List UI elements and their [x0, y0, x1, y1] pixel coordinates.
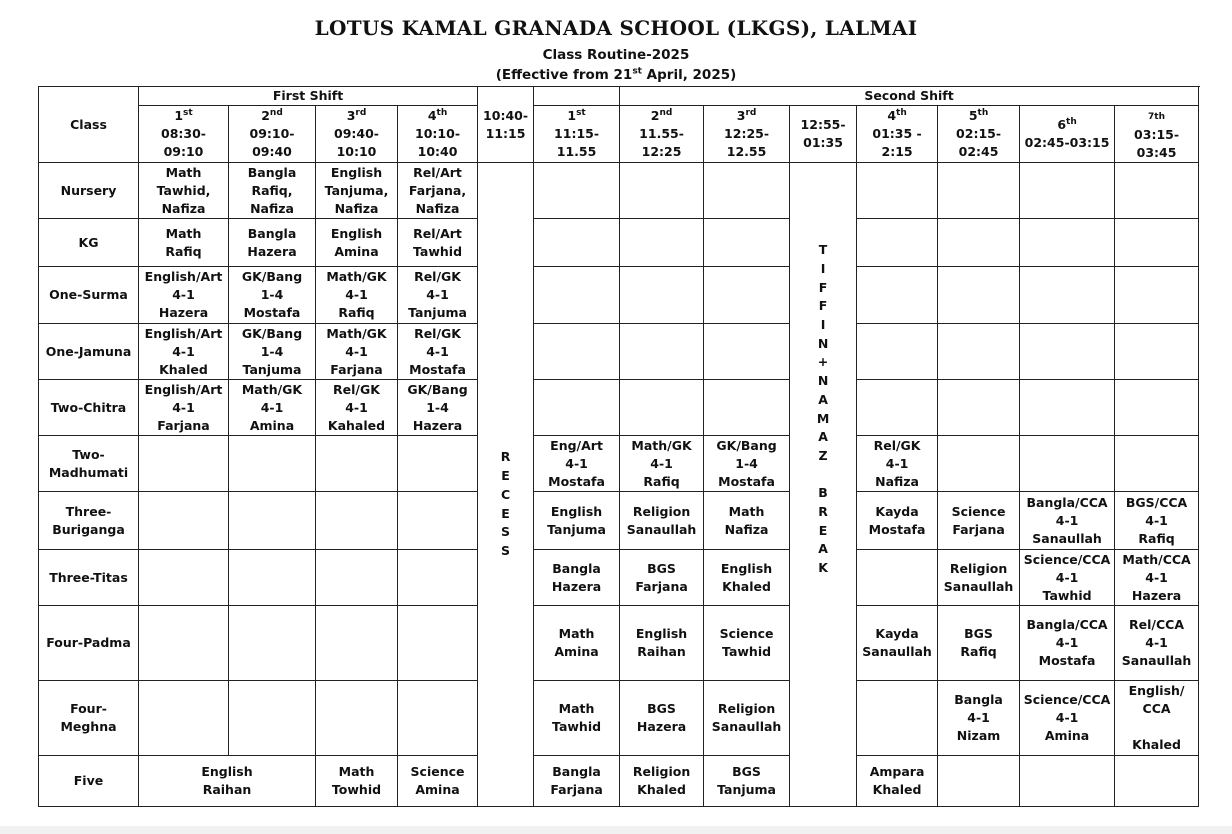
second-shift-cell — [534, 219, 620, 267]
first-shift-cell: Rel/Art Farjana, Nafiza — [398, 163, 478, 219]
table-row — [39, 756, 1199, 807]
second-shift-cell: Kayda Mostafa — [857, 492, 938, 550]
table-row — [39, 219, 1199, 267]
second-shift-cell — [938, 380, 1020, 436]
recess-letter: S — [501, 524, 511, 540]
second-shift-cell — [704, 163, 790, 219]
second-shift-cell — [620, 324, 704, 380]
second-shift-cell: Bangla 4-1 Nizam — [938, 681, 1020, 756]
first-shift-cell — [229, 550, 316, 606]
first-shift-cell — [316, 681, 398, 756]
period-number — [231, 107, 313, 125]
table-row — [39, 324, 1199, 380]
second-shift-cell: Religion Sanaullah — [620, 492, 704, 550]
first-shift-cell — [229, 606, 316, 681]
second-shift-cell — [1020, 267, 1115, 324]
second-shift-cell: BGS Rafiq — [938, 606, 1020, 681]
tiffin-letter: I — [820, 316, 826, 332]
recess-column — [478, 163, 534, 807]
second-shift-cell — [1020, 324, 1115, 380]
second-shift-cell: Bangla/CCA 4-1 Mostafa — [1020, 606, 1115, 681]
second-shift-cell — [938, 267, 1020, 324]
first-shift-cell: English/Art 4-1 Farjana — [139, 380, 229, 436]
first-shift-cell — [398, 436, 478, 492]
class-name: One-Jamuna — [39, 324, 139, 380]
second-shift-cell — [704, 267, 790, 324]
first-shift-cell — [139, 436, 229, 492]
period-number — [400, 107, 475, 125]
period-num: 3 — [346, 108, 356, 123]
first-shift-cell — [398, 492, 478, 550]
second-shift-cell — [1115, 163, 1199, 219]
tiffin-letter: E — [818, 522, 828, 538]
second-shift-cell — [938, 219, 1020, 267]
period-time: 11:15- 11.55 — [554, 126, 600, 159]
tiffin-letter: N — [817, 373, 829, 389]
first-shift-cell — [229, 681, 316, 756]
second-shift-cell: Math Nafiza — [704, 492, 790, 550]
tiffin-letter: A — [818, 541, 828, 557]
second-shift-cell: Math Amina — [534, 606, 620, 681]
second-shift-cell — [534, 267, 620, 324]
first-period-header — [398, 106, 478, 163]
effective-date-post: April, 2025) — [641, 67, 737, 83]
second-shift-cell: English Raihan — [620, 606, 704, 681]
second-shift-cell: Bangla/CCA 4-1 Sanaullah — [1020, 492, 1115, 550]
second-shift-cell — [1115, 756, 1199, 807]
second-shift-cell: Rel/GK 4-1 Nafiza — [857, 436, 938, 492]
first-shift-cell: Rel/Art Tawhid — [398, 219, 478, 267]
period-time: 09:10- 09:40 — [249, 126, 295, 159]
first-shift-cell: Rel/GK 4-1 Tanjuma — [398, 267, 478, 324]
second-shift-cell — [938, 163, 1020, 219]
first-shift-cell — [316, 436, 398, 492]
second-shift-cell — [938, 756, 1020, 807]
second-shift-cell — [857, 380, 938, 436]
period-num: 5 — [968, 108, 978, 123]
tiffin-letter — [821, 466, 825, 485]
period-number — [622, 107, 701, 125]
second-shift-cell — [857, 219, 938, 267]
first-shift-cell: GK/Bang 1-4 Mostafa — [229, 267, 316, 324]
second-shift-cell — [620, 267, 704, 324]
first-shift-cell: Math/GK 4-1 Amina — [229, 380, 316, 436]
first-shift-cell — [398, 606, 478, 681]
second-shift-cell: BGS/CCA 4-1 Rafiq — [1115, 492, 1199, 550]
second-shift-cell: Religion Sanaullah — [704, 681, 790, 756]
tiffin-letter: R — [818, 504, 828, 520]
second-shift-cell: Kayda Sanaullah — [857, 606, 938, 681]
tiffin-letter: F — [818, 298, 828, 314]
period-sup: rd — [745, 107, 757, 118]
period-number — [940, 107, 1017, 125]
second-shift-cell — [857, 681, 938, 756]
period-number — [141, 107, 226, 125]
class-name: Four- Meghna — [39, 681, 139, 756]
second-shift-cell: Math/CCA 4-1 Hazera — [1115, 550, 1199, 606]
first-period-header — [229, 106, 316, 163]
period-time: 02:15- 02:45 — [956, 126, 1002, 159]
period-num: 4 — [887, 108, 897, 123]
second-shift-cell — [620, 380, 704, 436]
recess-time: 10:40- 11:15 — [478, 87, 534, 163]
first-shift-cell: Science Amina — [398, 756, 478, 807]
period-time: 01:35 - 2:15 — [872, 126, 922, 159]
class-name: Two-Chitra — [39, 380, 139, 436]
first-shift-cell: Bangla Rafiq, Nafiza — [229, 163, 316, 219]
first-shift-cell — [139, 492, 229, 550]
class-name: One-Surma — [39, 267, 139, 324]
period-time: 03:15- 03:45 — [1134, 127, 1180, 160]
second-shift-cell — [704, 380, 790, 436]
table-row — [39, 163, 1199, 219]
first-shift-cell: Bangla Hazera — [229, 219, 316, 267]
tiffin-letter: N — [817, 335, 829, 351]
class-name: KG — [39, 219, 139, 267]
period-sup: nd — [659, 107, 673, 118]
period-sup: rd — [355, 107, 367, 118]
period-time: 08:30- 09:10 — [161, 126, 206, 159]
period-num: 2 — [650, 108, 660, 123]
period-num: 1 — [567, 108, 577, 123]
second-shift-cell — [534, 380, 620, 436]
second-shift-cell: English Tanjuma — [534, 492, 620, 550]
recess-letter: E — [501, 468, 510, 484]
effective-date — [0, 67, 1232, 83]
second-shift-cell: BGS Farjana — [620, 550, 704, 606]
tiffin-namaz-break-column — [790, 163, 857, 807]
period-number — [706, 107, 787, 125]
second-shift-cell — [938, 436, 1020, 492]
routine-table — [38, 86, 1199, 807]
second-shift-cell — [1115, 380, 1199, 436]
first-shift-cell: Rel/GK 4-1 Kahaled — [316, 380, 398, 436]
first-shift-cell — [316, 492, 398, 550]
class-name: Nursery — [39, 163, 139, 219]
second-shift-cell: Science Farjana — [938, 492, 1020, 550]
first-shift-cell: Math/GK 4-1 Farjana — [316, 324, 398, 380]
first-shift-cell — [316, 550, 398, 606]
period-time: 11.55- 12:25 — [639, 126, 684, 159]
second-shift-cell — [857, 550, 938, 606]
second-shift-cell: Bangla Farjana — [534, 756, 620, 807]
recess-letter: E — [501, 505, 510, 521]
second-period-header — [704, 106, 790, 163]
second-shift-cell: GK/Bang 1-4 Mostafa — [704, 436, 790, 492]
tiffin-letter: K — [818, 560, 828, 576]
second-period-header — [620, 106, 704, 163]
school-name: LOTUS KAMAL GRANADA SCHOOL (LKGS), LALMAI — [314, 16, 918, 40]
period-num: 1 — [174, 108, 184, 123]
period-num: 2 — [261, 108, 270, 123]
first-shift-cell: English Raihan — [139, 756, 316, 807]
period-sup: th — [977, 107, 989, 118]
effective-date-sup: st — [632, 66, 642, 77]
period-number — [859, 107, 935, 125]
first-shift-cell: Math Tawhid, Nafiza — [139, 163, 229, 219]
second-shift-label: Second Shift — [620, 87, 1199, 106]
routine-subtitle: Class Routine-2025 — [542, 47, 690, 63]
second-period-header — [938, 106, 1020, 163]
tiffin-letter: M — [816, 410, 830, 426]
second-shift-cell — [534, 324, 620, 380]
period-sup: th — [896, 107, 907, 118]
page-bottom-strip — [0, 826, 1232, 834]
period-sup: st — [576, 107, 586, 118]
period-number — [1022, 116, 1112, 134]
class-name: Five — [39, 756, 139, 807]
second-shift-cell: BGS Tanjuma — [704, 756, 790, 807]
recess-letter: C — [500, 486, 511, 502]
table-row — [39, 681, 1199, 756]
first-shift-cell: Math Towhid — [316, 756, 398, 807]
first-shift-cell — [229, 492, 316, 550]
second-shift-cell — [857, 163, 938, 219]
second-shift-cell — [1115, 436, 1199, 492]
second-shift-cell: English Khaled — [704, 550, 790, 606]
first-period-header — [139, 106, 229, 163]
second-shift-cell — [857, 267, 938, 324]
header-blank — [534, 87, 620, 106]
second-shift-cell — [620, 163, 704, 219]
table-row — [39, 380, 1199, 436]
recess-letter: S — [501, 542, 511, 558]
first-shift-cell — [139, 606, 229, 681]
second-shift-cell: Math Tawhid — [534, 681, 620, 756]
class-name: Three- Buriganga — [39, 492, 139, 550]
second-shift-cell: Science Tawhid — [704, 606, 790, 681]
table-row — [39, 492, 1199, 550]
second-shift-cell — [1020, 163, 1115, 219]
second-shift-cell — [1115, 324, 1199, 380]
second-shift-cell — [1020, 219, 1115, 267]
second-shift-cell — [1115, 267, 1199, 324]
first-shift-cell: English Amina — [316, 219, 398, 267]
tiffin-letter: A — [818, 391, 828, 407]
period-sup: st — [183, 107, 193, 118]
second-shift-cell: Eng/Art 4-1 Mostafa — [534, 436, 620, 492]
second-shift-cell: Ampara Khaled — [857, 756, 938, 807]
first-shift-label: First Shift — [139, 87, 478, 106]
tiffin-letter: I — [820, 260, 826, 276]
first-shift-cell: Math/GK 4-1 Rafiq — [316, 267, 398, 324]
second-shift-cell — [704, 324, 790, 380]
second-shift-cell — [620, 219, 704, 267]
first-shift-cell — [398, 550, 478, 606]
second-shift-cell: Bangla Hazera — [534, 550, 620, 606]
second-shift-cell: Math/GK 4-1 Rafiq — [620, 436, 704, 492]
effective-date-pre: (Effective from 21 — [495, 67, 633, 83]
tiffin-time: 12:55- 01:35 — [790, 106, 857, 163]
period-sup: nd — [269, 107, 283, 118]
class-name: Four-Padma — [39, 606, 139, 681]
second-shift-cell — [1115, 219, 1199, 267]
table-row — [39, 606, 1199, 681]
period-time: 09:40- 10:10 — [334, 126, 379, 159]
period-num: 6 — [1057, 117, 1067, 132]
table-row — [39, 267, 1199, 324]
first-shift-cell: English Tanjuma, Nafiza — [316, 163, 398, 219]
second-shift-cell: Science/CCA 4-1 Tawhid — [1020, 550, 1115, 606]
second-shift-cell — [938, 324, 1020, 380]
first-shift-cell: GK/Bang 1-4 Hazera — [398, 380, 478, 436]
period-num: 4 — [427, 108, 437, 123]
tiffin-letter: B — [818, 485, 828, 501]
first-shift-cell: Math Rafiq — [139, 219, 229, 267]
second-shift-cell — [1020, 380, 1115, 436]
second-shift-cell — [704, 219, 790, 267]
second-shift-cell — [857, 324, 938, 380]
class-name: Two- Madhumati — [39, 436, 139, 492]
first-period-header — [316, 106, 398, 163]
table-row — [39, 550, 1199, 606]
second-period-header — [1115, 106, 1199, 163]
period-number — [318, 107, 395, 125]
second-shift-cell — [1020, 436, 1115, 492]
period-num: 3 — [736, 108, 746, 123]
table-row — [39, 436, 1199, 492]
recess-letter: R — [500, 449, 511, 465]
first-shift-cell: English/Art 4-1 Hazera — [139, 267, 229, 324]
first-shift-cell — [398, 681, 478, 756]
first-shift-cell — [316, 606, 398, 681]
period-time: 02:45-03:15 — [1024, 135, 1110, 150]
first-shift-cell: Rel/GK 4-1 Mostafa — [398, 324, 478, 380]
second-shift-cell: Religion Khaled — [620, 756, 704, 807]
class-header: Class — [39, 87, 139, 163]
second-shift-cell — [1020, 756, 1115, 807]
second-shift-cell — [534, 163, 620, 219]
class-name: Three-Titas — [39, 550, 139, 606]
period-number — [536, 107, 617, 125]
second-shift-cell: Religion Sanaullah — [938, 550, 1020, 606]
period-sup: 7th — [1148, 112, 1166, 122]
tiffin-letter: T — [818, 242, 828, 258]
tiffin-letter: Z — [818, 447, 828, 463]
first-shift-cell — [139, 550, 229, 606]
period-time: 10:10- 10:40 — [415, 126, 461, 159]
tiffin-letter: A — [818, 429, 828, 445]
first-shift-cell: GK/Bang 1-4 Tanjuma — [229, 324, 316, 380]
first-shift-cell — [229, 436, 316, 492]
second-period-header — [1020, 106, 1115, 163]
period-number — [1117, 106, 1196, 126]
second-period-header — [534, 106, 620, 163]
first-shift-cell: English/Art 4-1 Khaled — [139, 324, 229, 380]
second-shift-cell: Rel/CCA 4-1 Sanaullah — [1115, 606, 1199, 681]
second-shift-cell: English/ CCA Khaled — [1115, 681, 1199, 756]
period-sup: th — [1066, 116, 1077, 127]
second-shift-cell: BGS Hazera — [620, 681, 704, 756]
second-period-header — [857, 106, 938, 163]
tiffin-letter: + — [817, 354, 829, 370]
period-time: 12:25- 12.55 — [724, 126, 770, 159]
first-shift-cell — [139, 681, 229, 756]
tiffin-letter: F — [818, 279, 828, 295]
second-shift-cell: Science/CCA 4-1 Amina — [1020, 681, 1115, 756]
period-sup: th — [436, 107, 448, 118]
